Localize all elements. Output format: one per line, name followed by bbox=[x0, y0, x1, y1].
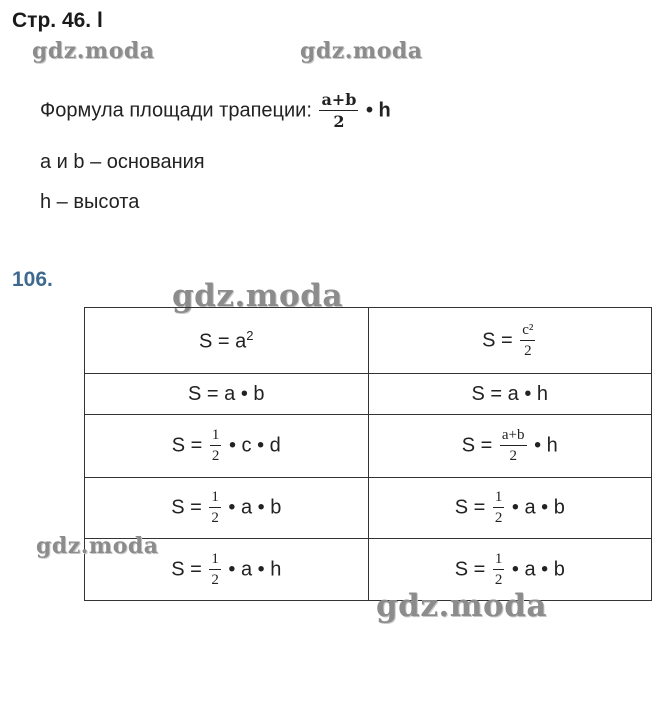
table-row bbox=[85, 539, 652, 601]
fraction-numerator: 1 bbox=[209, 552, 221, 570]
formula-prefix: S = bbox=[171, 496, 202, 519]
fraction-denominator: 2 bbox=[211, 448, 220, 464]
page-header: Стр. 46. l bbox=[12, 9, 103, 32]
table-cell bbox=[368, 308, 652, 374]
area-formula-line bbox=[40, 92, 391, 130]
table-row bbox=[85, 374, 652, 415]
table-row bbox=[85, 415, 652, 478]
formula-suffix: • a • b bbox=[511, 496, 565, 519]
formula-suffix: • h bbox=[534, 434, 558, 457]
formula-suffix: • c • d bbox=[228, 434, 281, 457]
formula-suffix: • a • b bbox=[511, 557, 565, 580]
formula-fraction bbox=[493, 552, 505, 588]
formula-fraction bbox=[209, 552, 221, 588]
area-formula-label: Формула площади трапеции: bbox=[40, 99, 312, 122]
fraction-numerator: c² bbox=[520, 323, 535, 341]
formula-text: S = a • h bbox=[471, 382, 548, 405]
watermark: gdz.moda bbox=[300, 38, 423, 64]
fraction-numerator: 1 bbox=[209, 490, 221, 508]
fraction-numerator: 1 bbox=[493, 490, 505, 508]
fraction-denominator: 2 bbox=[494, 510, 503, 526]
formula-prefix: S = bbox=[461, 434, 493, 457]
formula-suffix: • a • h bbox=[228, 557, 282, 580]
table-row bbox=[85, 308, 652, 374]
formula-text: S = a • b bbox=[188, 382, 265, 405]
area-formula-tail: • h bbox=[365, 99, 391, 122]
formula-fraction bbox=[493, 490, 505, 526]
fraction-denominator: 2 bbox=[211, 571, 219, 588]
table-cell bbox=[368, 374, 652, 415]
watermark: gdz.moda bbox=[172, 278, 343, 314]
formula-prefix: S = bbox=[454, 496, 486, 519]
task-number: 106. bbox=[12, 268, 53, 291]
fraction-denominator: 2 bbox=[333, 112, 345, 131]
fraction-denominator: 2 bbox=[494, 571, 503, 588]
formula-suffix: • a • b bbox=[228, 496, 282, 519]
bases-line: a и b – основания bbox=[40, 151, 205, 173]
formula-prefix: S = bbox=[482, 328, 513, 351]
table-cell bbox=[85, 415, 369, 478]
fraction-numerator: 1 bbox=[210, 428, 222, 446]
fraction-numerator: a+b bbox=[321, 90, 357, 109]
fraction-numerator: a+b bbox=[500, 428, 527, 446]
table-cell bbox=[368, 478, 652, 539]
formula-prefix: S = bbox=[171, 434, 203, 457]
watermark: gdz.moda bbox=[36, 533, 159, 559]
fraction-numerator: 1 bbox=[493, 552, 505, 570]
table-cell bbox=[85, 308, 369, 374]
table-row bbox=[85, 478, 652, 539]
table-cell bbox=[85, 374, 369, 415]
watermark: gdz.moda bbox=[32, 38, 155, 64]
formula-prefix: S = bbox=[171, 557, 202, 580]
formula-prefix: S = a bbox=[199, 330, 247, 353]
height-line: h – высота bbox=[40, 191, 140, 213]
watermark: gdz.moda bbox=[376, 588, 547, 624]
formula-prefix: S = bbox=[454, 557, 486, 580]
fraction-denominator: 2 bbox=[211, 510, 219, 526]
fraction-denominator: 2 bbox=[509, 448, 517, 464]
formula-table bbox=[84, 307, 652, 601]
table-cell bbox=[85, 478, 369, 539]
fraction-denominator: 2 bbox=[524, 342, 532, 359]
area-formula-fraction bbox=[319, 92, 358, 130]
formula-fraction bbox=[520, 323, 535, 359]
formula-fraction bbox=[500, 428, 527, 464]
formula-fraction bbox=[210, 428, 222, 464]
table-cell bbox=[368, 415, 652, 478]
formula-exponent: 2 bbox=[246, 327, 254, 343]
formula-fraction bbox=[209, 490, 221, 526]
